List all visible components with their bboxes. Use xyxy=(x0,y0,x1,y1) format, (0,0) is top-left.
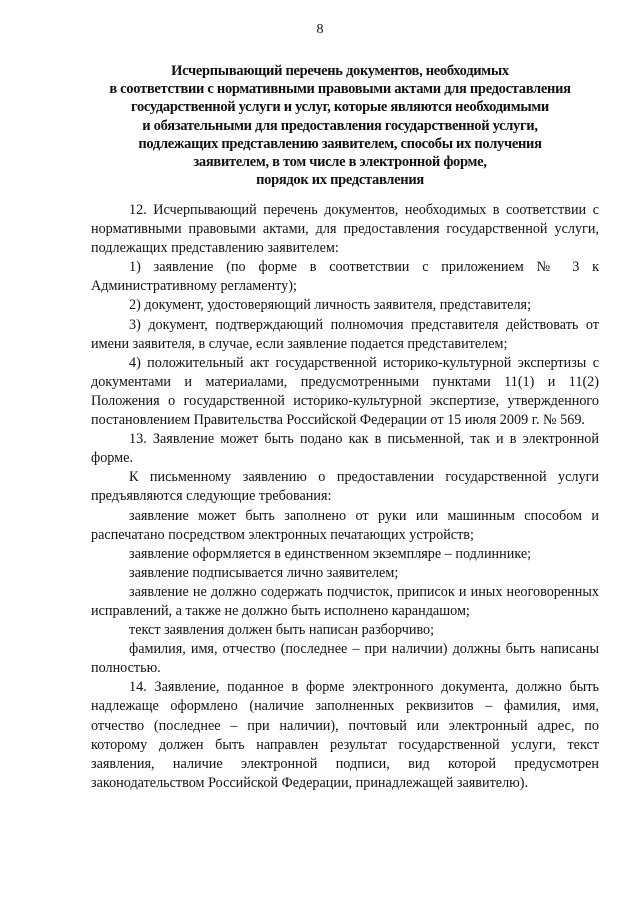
heading-line: подлежащих представлению заявителем, способы их получения xyxy=(138,135,542,152)
list-item-expertise-act: 4) положительный акт государственной историко-культурной экспертизы с документами и материалами, предусмотренными пунктами 11(1) и 11(2) Положения о государственной историко-культурной экспертизе, утвержденного постановлением Правительства Российской Федерации от 15 июля 2009 г. № 569. xyxy=(91,354,599,429)
requirement-item: текст заявления должен быть написан разборчиво; xyxy=(129,622,435,639)
list-item-application: 1) заявление (по форме в соответствии с приложением № 3 к Административному регламенту); xyxy=(91,259,599,295)
list-item-identity-document: 2) документ, удостоверяющий личность заявителя, представителя; xyxy=(129,297,532,314)
requirement-item: заявление оформляется в единственном экземпляре – подлиннике; xyxy=(129,545,532,562)
list-item-authority-document: 3) документ, подтверждающий полномочия представителя действовать от имени заявителя, в случае, если заявление подается представителем; xyxy=(91,316,599,352)
paragraph-item-12: 12. Исчерпывающий перечень документов, необходимых в соответствии с нормативными правовыми актами, для предоставления государственной услуги, подлежащих представлению заявителем: xyxy=(91,202,599,257)
heading-line: заявителем, в том числе в электронной форме, xyxy=(193,154,487,171)
heading-line: Исчерпывающий перечень документов, необходимых xyxy=(171,63,509,79)
paragraph-item-13: 13. Заявление может быть подано как в письменной, так и в электронной форме. xyxy=(91,431,599,467)
document-body xyxy=(91,201,599,793)
requirement-item: заявление может быть заполнено от руки или машинным способом и распечатано посредством электронных печатающих устройств; xyxy=(91,507,599,543)
page-number: 8 xyxy=(316,22,324,37)
heading-line: государственной услуги и услуг, которые являются необходимыми xyxy=(131,99,549,116)
paragraph-requirements-intro: К письменному заявлению о предоставлении государственной услуги предъявляются следующие требования: xyxy=(91,469,599,505)
heading-line: в соответствии с нормативными правовыми актами для предоставления xyxy=(109,81,571,98)
heading-line: порядок их представления xyxy=(256,172,424,189)
requirement-item: заявление подписывается лично заявителем; xyxy=(129,564,399,581)
section-heading xyxy=(80,62,600,189)
requirement-item: фамилия, имя, отчество (последнее – при наличии) должны быть написаны полностью. xyxy=(91,641,599,677)
paragraph-item-14: 14. Заявление, поданное в форме электронного документа, должно быть надлежаще оформлено (наличие заполненных реквизитов – фамилия, имя, отчество (последнее – при наличии), почтовый или электронный адрес, по которому должен быть направлен результат государственной услуги, текст заявления, наличие электронной подписи, вид которой предусмотрен законодательством Российской Федерации, принадлежащей заявителю). xyxy=(91,679,599,791)
requirement-item: заявление не должно содержать подчисток, приписок и иных неоговоренных исправлений, а также не должно быть исполнено карандашом; xyxy=(91,583,599,619)
heading-line: и обязательными для предоставления государственной услуги, xyxy=(142,117,538,134)
